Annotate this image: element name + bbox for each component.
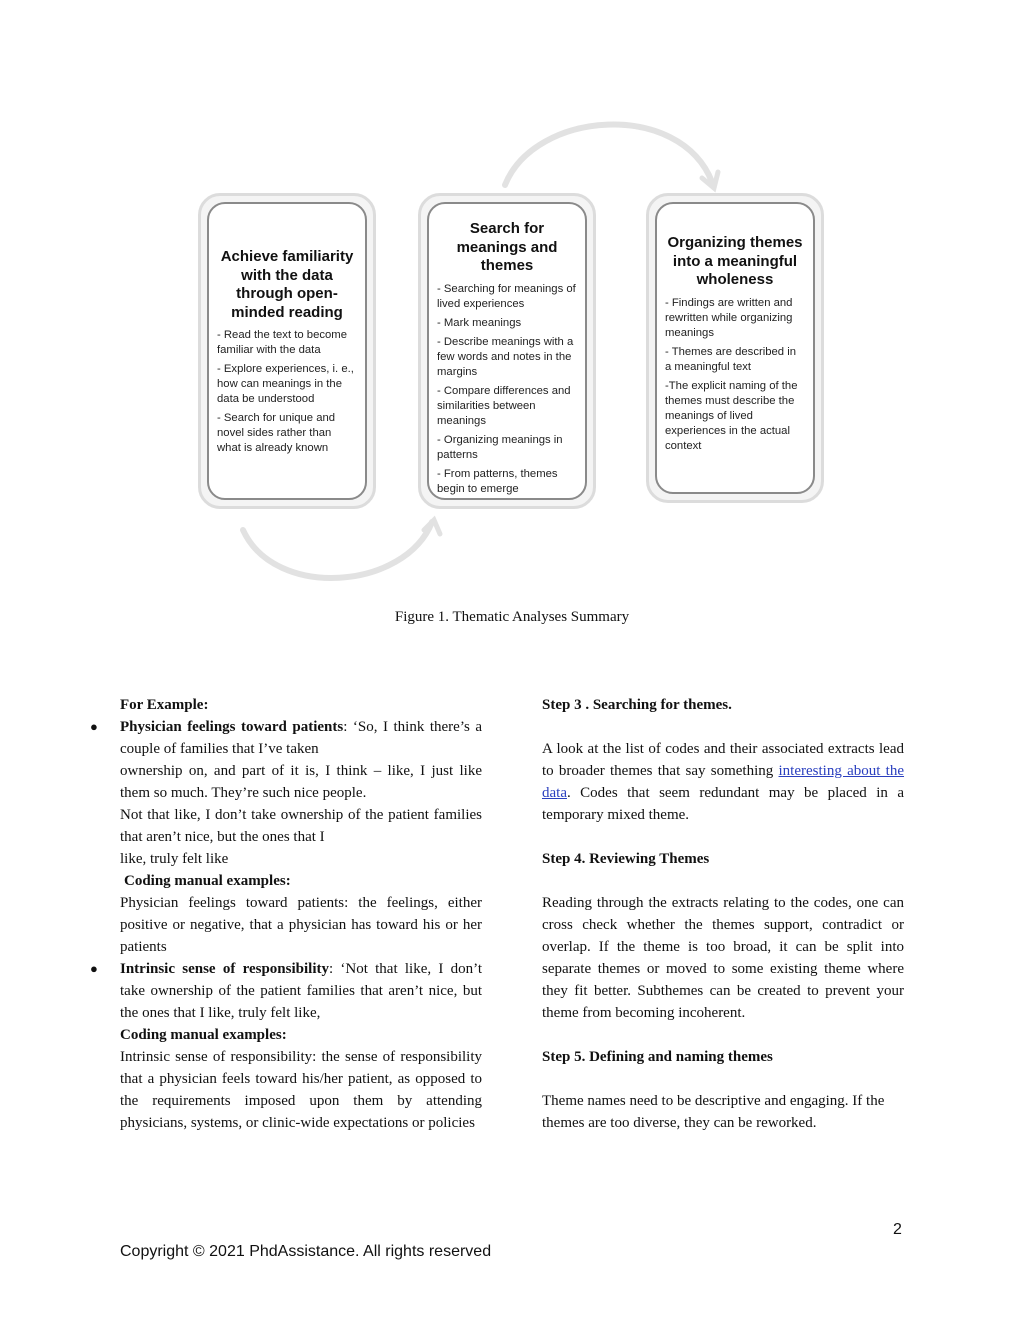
card-item: - Findings are written and rewritten while organizing meanings bbox=[665, 296, 793, 339]
step5-heading: Step 5. Defining and naming themes bbox=[542, 1049, 773, 1065]
left-column bbox=[90, 694, 482, 1134]
card-item: - Search for unique and novel sides rather than what is already known bbox=[217, 412, 336, 454]
example-heading: For Example: bbox=[120, 697, 209, 713]
card-search-meanings bbox=[418, 193, 596, 509]
card-item: - Themes are described in a meaningful text bbox=[665, 345, 797, 373]
bullet-icon: ● bbox=[90, 719, 98, 734]
bottom-arc-arrow bbox=[243, 522, 432, 578]
coding-text: Intrinsic sense of responsibility: the sense of responsibility that a physician feels toward his/her patient, as opposed to the requirements imposed upon them by attending physicians, systems, or clinic-wide expectations or policies bbox=[120, 1049, 482, 1131]
card-item: - Searching for meanings of lived experiences bbox=[437, 282, 576, 310]
copyright-notice: Copyright © 2021 PhdAssistance. All rights reserved bbox=[120, 1243, 492, 1260]
card-item: - Read the text to become familiar with the data bbox=[217, 329, 347, 356]
card-item: - From patterns, themes begin to emerge bbox=[437, 467, 558, 495]
card-title: Search for meanings and themes bbox=[456, 220, 558, 274]
step3-text: . Codes that seem redundant may be placed in a temporary mixed theme. bbox=[542, 785, 904, 823]
figure-caption: Figure 1. Thematic Analyses Summary bbox=[394, 609, 630, 625]
step4-heading: Step 4. Reviewing Themes bbox=[542, 851, 710, 867]
bullet-text: : ‘So, I think there’s a couple of families that I’ve taken bbox=[120, 719, 482, 757]
card-item: - Mark meanings bbox=[437, 316, 522, 329]
card-familiarity bbox=[198, 193, 376, 509]
step4-paragraph: Reading through the extracts relating to the codes, one can cross check whether the themes support, contradict or overlap. If the theme is too broad, it can be split into separate themes or moved to some existing theme where they fit better. Subthemes can be created to prevent your theme from becoming incoherent. bbox=[542, 895, 904, 1021]
bullet-icon: ● bbox=[90, 961, 98, 976]
card-item: - Explore experiences, i. e., how can meanings in the data be understood bbox=[217, 363, 354, 405]
top-arc-arrow bbox=[505, 125, 712, 185]
quote-line: ownership on, and part of it is, I think – like, I just like them so much. They’re such nice people. bbox=[120, 763, 482, 801]
right-column bbox=[542, 694, 904, 1134]
quote-line: like, truly felt like bbox=[120, 851, 229, 867]
card-title: Achieve familiarity with the data through open-minded reading bbox=[220, 248, 354, 321]
card-organizing-themes bbox=[646, 193, 824, 503]
step3-text: A look at the list of codes and their associated extracts lead to broader themes that say something bbox=[542, 741, 904, 779]
card-item: - Compare differences and similarities between meanings bbox=[437, 384, 571, 427]
bullet-item bbox=[90, 716, 482, 760]
interesting-data-link[interactable]: interesting about the data bbox=[542, 763, 905, 801]
card-item: - Organizing meanings in patterns bbox=[437, 433, 563, 461]
quote-line: Not that like, I don’t take ownership of the patient families that aren’t nice, but the ones that I bbox=[120, 807, 482, 845]
coding-text: Physician feelings toward patients: the feelings, either positive or negative, that a physician has toward his or her patients bbox=[120, 895, 482, 955]
bullet-label: Intrinsic sense of responsibility bbox=[120, 961, 329, 977]
bullet-item bbox=[90, 958, 482, 1024]
card-item: -The explicit naming of the themes must describe the meanings of lived experiences in the actual context bbox=[665, 379, 798, 452]
card-title: Organizing themes into a meaningful wholeness bbox=[667, 234, 803, 288]
step3-heading: Step 3 . Searching for themes. bbox=[542, 697, 732, 713]
page-number: 2 bbox=[893, 1221, 902, 1238]
thematic-analysis-figure bbox=[0, 0, 1024, 600]
step5-paragraph: Theme names need to be descriptive and engaging. If the themes are too diverse, they can be reworked. bbox=[542, 1093, 885, 1131]
coding-heading: Coding manual examples: bbox=[124, 873, 291, 889]
bullet-label: Physician feelings toward patients bbox=[120, 719, 344, 735]
card-item: - Describe meanings with a few words and notes in the margins bbox=[437, 335, 574, 378]
step3-paragraph bbox=[542, 738, 904, 826]
bullet-text: : ‘Not that like, I don’t take ownership of the patient families that aren’t nice, but the ones that I like, truly felt like, bbox=[120, 961, 482, 1021]
coding-heading: Coding manual examples: bbox=[120, 1027, 287, 1043]
